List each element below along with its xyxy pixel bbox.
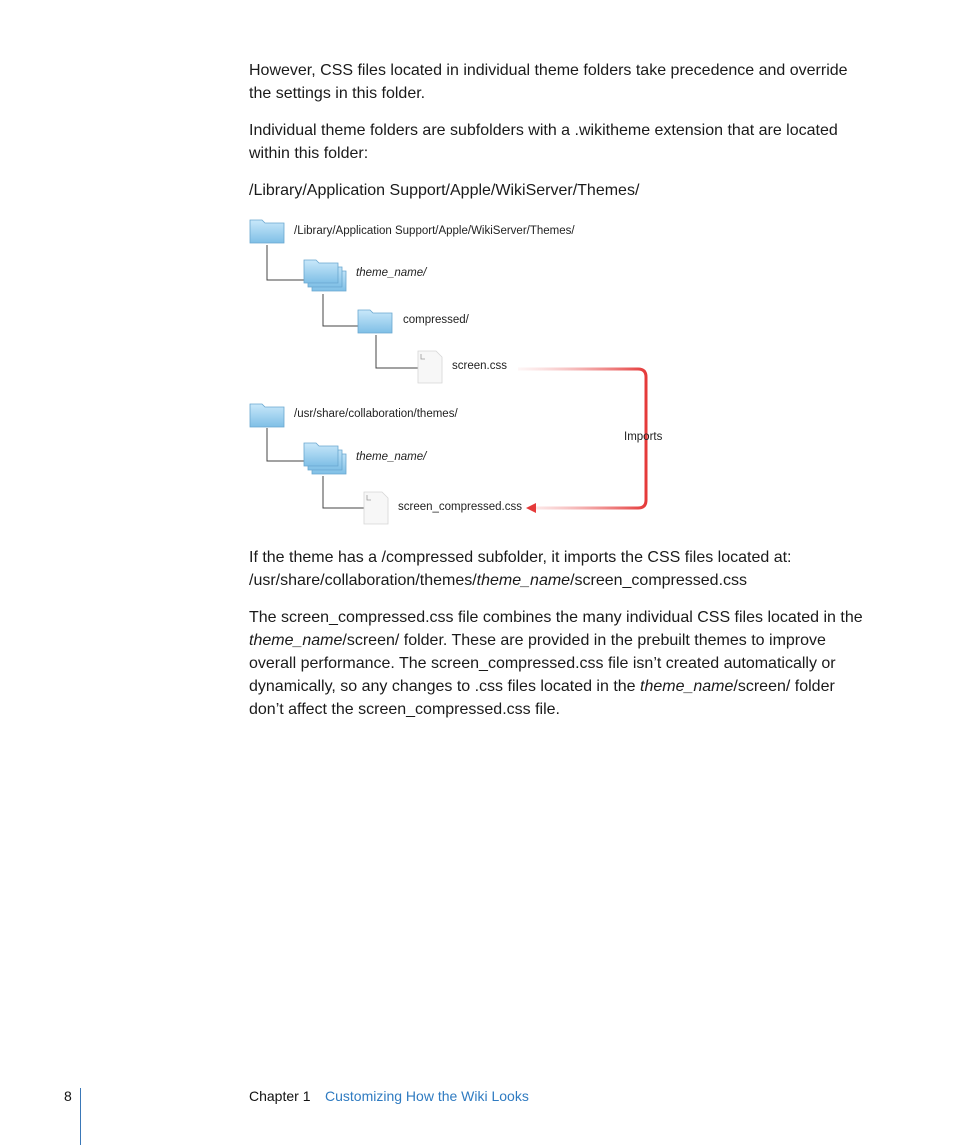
text-line — [249, 629, 869, 652]
text-line — [249, 675, 869, 698]
compressed-folder-label: compressed/ — [403, 314, 469, 326]
folder-icon — [250, 220, 284, 243]
screen-css-label: screen.css — [452, 360, 507, 372]
connector-line — [267, 428, 304, 461]
paragraph-compressed — [249, 546, 869, 592]
stacked-folder-icon — [304, 260, 346, 291]
text-line: /Library/Application Support/Apple/WikiServer/Themes/ — [249, 182, 640, 199]
theme-name-label: theme_name/ — [356, 267, 427, 279]
connector-line — [323, 294, 358, 326]
text-line: However, CSS files located in individual theme folders take precedence and override — [249, 62, 848, 79]
chapter-label: Chapter 1 — [249, 1088, 311, 1104]
text-line: Individual theme folders are subfolders with a .wikitheme extension that are located — [249, 122, 838, 139]
text-run: dynamically, so any changes to .css files located in the — [249, 678, 641, 695]
connector-line — [376, 335, 418, 368]
text-line: The screen_compressed.css file combines the many individual CSS files located in the — [249, 609, 863, 626]
italic-text: theme_name — [249, 632, 343, 649]
text-line: the settings in this folder. — [249, 85, 426, 102]
folder-icon — [250, 404, 284, 427]
theme-folder-diagram — [240, 210, 700, 530]
italic-text: theme_name — [640, 678, 734, 695]
footer-divider — [80, 1088, 81, 1145]
text-line: don’t affect the screen_compressed.css file. — [249, 701, 560, 718]
chapter-title-link[interactable]: Customizing How the Wiki Looks — [325, 1088, 529, 1104]
library-themes-label: /Library/Application Support/Apple/WikiServer/Themes/ — [294, 225, 575, 237]
connector-line — [323, 476, 364, 508]
imports-label: Imports — [624, 431, 663, 443]
text-line: If the theme has a /compressed subfolder, it imports the CSS files located at: — [249, 549, 792, 566]
paragraph-precedence — [249, 59, 869, 105]
paragraph-subfolders — [249, 119, 869, 165]
themes-path — [249, 179, 869, 202]
text-run: /usr/share/collaboration/themes/ — [249, 572, 477, 589]
page-number: 8 — [64, 1088, 72, 1104]
text-run: /screen/ folder — [733, 678, 835, 695]
file-icon — [364, 492, 388, 524]
text-line — [249, 569, 869, 592]
text-run: /screen_compressed.css — [570, 572, 748, 589]
paragraph-screen-compressed — [249, 606, 869, 721]
usr-themes-label: /usr/share/collaboration/themes/ — [294, 408, 458, 420]
text-line: overall performance. The screen_compressed.css file isn’t created automatically or — [249, 655, 836, 672]
screen-compressed-label: screen_compressed.css — [398, 501, 522, 513]
connector-line — [267, 245, 304, 280]
file-icon — [418, 351, 442, 383]
theme-name-label: theme_name/ — [356, 451, 427, 463]
italic-text: theme_name — [476, 572, 571, 589]
text-run: /screen/ folder. These are provided in the prebuilt themes to improve — [342, 632, 826, 649]
text-line: within this folder: — [249, 145, 369, 162]
stacked-folder-icon — [304, 443, 346, 474]
folder-icon — [358, 310, 392, 333]
arrow-head — [526, 503, 536, 513]
